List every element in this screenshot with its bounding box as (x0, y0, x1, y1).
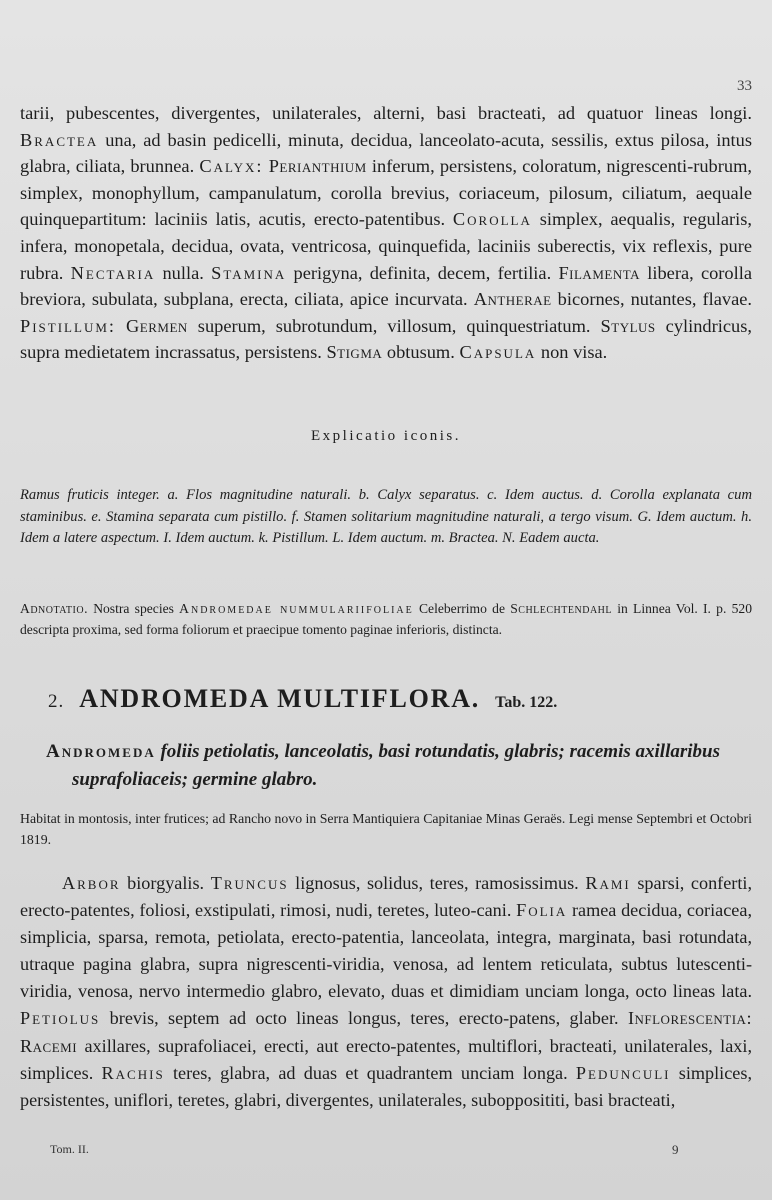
text-calyx: inferum, persistens, coloratum, nigrescenti-rubrum, simplex, monophyllum, campanulatum, corolla brevius, coriaceum, pilosum, ciliatum, aequale quinquepartitum: laciniis latis, acutis, erecto-patentibus. (20, 156, 752, 230)
term-perianthium: Perianthium (268, 156, 367, 177)
text-antherae: bicornes, nutantes, flavae. (551, 289, 752, 310)
term-inflorescentia: Inflorescentia: (627, 1008, 752, 1029)
page-number: 33 (737, 78, 752, 94)
diagnosis-genus: Andromeda (46, 741, 156, 762)
text-rami: sparsi, conferti, erecto-patentes, foliosi, exstipulati, rimosi, nudi, teretes, luteo-cani. (20, 873, 753, 921)
adnotatio-species: Andromedae nummulariifoliae (179, 601, 414, 616)
term-bractea: Bractea (20, 129, 99, 150)
term-stylus: Stylus (600, 315, 656, 336)
description-line1: tarii, pubescentes, divergentes, unilaterales, alterni, basi bracteati, ad quatuor lineas longi. (20, 103, 752, 123)
habitat-paragraph: Habitat in montosis, inter frutices; ad Rancho novo in Serra Mantiquiera Capitaniae Minas Geraës. Legi mense Septembri et Octobri 1819. (20, 811, 752, 847)
text-folia: ramea decidua, coriacea, simplicia, sparsa, remota, petiolata, erecto-patentia, lanceolata, integra, marginata, basi rotundata, utraque pagina glabra, supra nigrescenti-viridia, venosa, ad lentem reticulata, subtus lutescenti-viridia, venosa, nervo intermedio glabro, elevato, duas et dimidiam unciam longa, octo lineas lata. (20, 900, 752, 1002)
term-antherae: Antherae (473, 289, 552, 310)
text-stamina: perigyna, definita, decem, fertilia. (286, 262, 559, 283)
species-tab: Tab. 122. (495, 694, 558, 711)
term-capsula: Capsula (459, 342, 537, 363)
text-filamenta: libera, corolla breviora, subulata, subplana, erecta, ciliata, apice incurvata. (20, 262, 753, 310)
text-arbor: biorgyalis. (120, 873, 211, 893)
adnotatio-paragraph (20, 598, 752, 640)
footer-volume: Tom. II. (50, 1142, 89, 1156)
diagnosis (46, 738, 752, 794)
text-capsula: non visa. (536, 342, 608, 363)
term-rachis: Rachis (101, 1062, 165, 1083)
term-pedunculi: Pedunculi (575, 1062, 671, 1083)
term-arbor: Arbor (62, 873, 121, 893)
text-stylus: cylindricus, supra medietatem incrassatus, persistens. (20, 315, 752, 363)
term-pistillum: Pistillum: (20, 315, 116, 336)
adnotatio-text3: in Linnea Vol. I. p. 520 descripta proxima, sed forma foliorum et praecipue tomento paginae inferioris, distincta. (20, 601, 752, 637)
term-petiolus: Petiolus (20, 1008, 101, 1029)
term-filamenta: Filamenta (558, 262, 640, 283)
species-number: 2. (48, 691, 65, 712)
explicatio-text: Ramus fruticis integer. a. Flos magnitudine naturali. b. Calyx separatus. c. Idem auctus. d. Corolla explanata cum staminibus. e. Stamina separata cum pistillo. f. Stamen solitarium magnitudine naturali, a tergo visum. G. Idem auctum. h. Idem a latere aspectum. I. Idem auctum. k. Pistillum. L. Idem auctum. m. Bractea. N. Eadem aucta. (20, 487, 752, 546)
term-corolla: Corolla (452, 209, 532, 230)
text-nectaria: nulla. (155, 262, 212, 283)
diagnosis-text: foliis petiolatis, lanceolatis, basi rotundatis, glabris; racemis axillaribus suprafoliaceis; germine glabro. (72, 741, 720, 790)
term-calyx: Calyx: (199, 156, 264, 177)
description2-paragraph (20, 870, 752, 1114)
explicatio-heading: Explicatio iconis. (311, 428, 461, 444)
term-nectaria: Nectaria (70, 262, 156, 283)
term-folia: Folia (516, 900, 568, 921)
text-corolla: simplex, aequalis, regularis, infera, monopetala, decidua, ovata, ventricosa, quinquefida, laciniis suberectis, vix reflexis, pure rubra. (20, 209, 752, 283)
text-germen: superum, subrotundum, villosum, quinquestriatum. (187, 315, 601, 336)
term-germen: Germen (126, 315, 188, 336)
term-stigma: Stigma (326, 342, 383, 363)
description-paragraph (20, 100, 752, 366)
text-petiolus: brevis, septem ad octo lineas longus, teres, erecto-patens, glaber. (100, 1008, 628, 1029)
species-heading (48, 684, 752, 714)
term-rami: Rami (585, 873, 631, 893)
term-racemi: Racemi (20, 1035, 78, 1056)
term-truncus: Truncus (210, 873, 289, 893)
text-racemi: axillares, suprafoliacei, erecti, aut erecto-patentes, multiflori, bracteati, unilaterales, laxi, simplices. (20, 1035, 752, 1083)
text-pedunculi: simplices, persistentes, uniflori, teretes, glabri, divergentes, unilaterales, subopposititi, basi bracteati, (20, 1062, 753, 1110)
text-truncus: lignosus, solidus, teres, ramosissimus. (288, 873, 586, 893)
footer-signature: 9 (672, 1142, 679, 1157)
adnotatio-text2: Celeberrimo de (413, 601, 511, 616)
species-name: ANDROMEDA MULTIFLORA. (79, 684, 481, 713)
text-rachis: teres, glabra, ad duas et quadrantem unciam longa. (164, 1062, 576, 1083)
text-stigma: obtusum. (382, 342, 460, 363)
adnotatio-author: Schlechtendahl (510, 601, 612, 616)
adnotatio-label: Adnotatio. (20, 601, 88, 616)
text-bractea: una, ad basin pedicelli, minuta, decidua, lanceolato-acuta, sessilis, extus pilosa, intus glabra, ciliata, brunnea. (20, 129, 752, 177)
adnotatio-text1: Nostra species (87, 601, 180, 616)
term-stamina: Stamina (211, 262, 287, 283)
